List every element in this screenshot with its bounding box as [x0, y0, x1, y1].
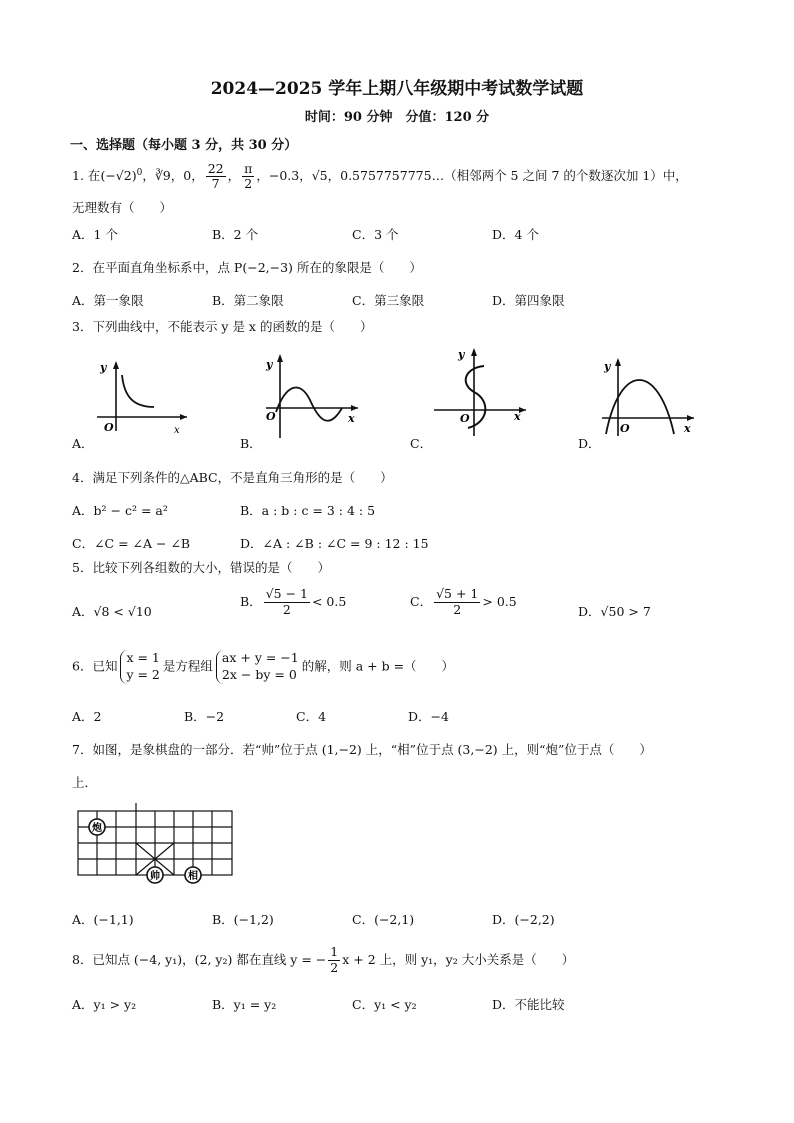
- q8-lead: 8．已知点 (−4, y₁)，(2, y₂) 都在直线 y = −: [72, 951, 327, 967]
- q1-exponent: 0: [136, 168, 143, 178]
- piece-shuai-label: 帅: [150, 871, 160, 882]
- q5-option-c[interactable]: [410, 588, 517, 616]
- q4-option-b[interactable]: B．a : b : c = 3 : 4 : 5: [240, 503, 376, 518]
- q8-option-d[interactable]: D．不能比较: [492, 997, 565, 1012]
- section-heading: 一、选择题（每小题 3 分，共 30 分）: [70, 138, 298, 153]
- graph-b-x-arrow-icon: [351, 405, 358, 411]
- q7-option-d[interactable]: D．(−2,2): [492, 912, 555, 927]
- q1-comma: ，: [227, 168, 241, 184]
- q1-part3: ，−0.3，√5，0.5757757775…（相邻两个 5 之间 7 的个数逐次加 1）中，: [256, 168, 688, 184]
- q5-option-d[interactable]: D．√50 > 7: [578, 604, 651, 619]
- q7-option-c[interactable]: C．(−2,1): [352, 912, 415, 927]
- q6-option-d[interactable]: D．−4: [408, 709, 449, 724]
- graph-d: [598, 352, 698, 440]
- q5-b-label: B．: [240, 593, 262, 609]
- graph-d-origin: O: [620, 422, 630, 435]
- graph-c: [430, 344, 530, 439]
- q1-fraction-22-7: [206, 160, 226, 192]
- exam-info: 时间：90 分钟 分值：120 分: [304, 110, 490, 125]
- q3-option-d[interactable]: D．: [578, 436, 601, 451]
- graph-d-y-arrow-icon: [615, 358, 621, 366]
- q1-number: 1.: [72, 168, 84, 184]
- graph-b-y-label: y: [266, 358, 273, 371]
- q1-part2: ，∛9，0，: [142, 168, 204, 184]
- graph-c-x-label: x: [514, 410, 521, 423]
- graph-c-y-label: y: [458, 348, 465, 361]
- piece-pao-label: 炮: [92, 823, 102, 834]
- question-7-stem: 7．如图，是象棋盘的一部分．若“帅”位于点 (1,−2) 上，“相”位于点 (3,−2) 上，则“炮”位于点（ ）: [72, 742, 652, 757]
- graph-a: [92, 355, 192, 435]
- q2-option-c[interactable]: C．第三象限: [352, 293, 425, 308]
- q4-option-c[interactable]: C．∠C = ∠A − ∠B: [72, 536, 191, 551]
- q2-option-a[interactable]: A．第一象限: [72, 293, 144, 308]
- q6-equation-system: [216, 650, 299, 684]
- graph-d-y-label: y: [604, 360, 611, 373]
- q6-option-b[interactable]: B．−2: [184, 709, 225, 724]
- q4-option-a[interactable]: A．b² − c² = a²: [72, 503, 168, 518]
- q1-lead: 在: [87, 168, 101, 184]
- q3-option-b[interactable]: B．: [240, 436, 262, 451]
- question-5-stem: 5．比较下列各组数的大小，错误的是（ ）: [72, 560, 330, 575]
- graph-b-y-arrow-icon: [277, 354, 283, 362]
- q6-option-c[interactable]: C．4: [296, 709, 327, 724]
- question-8-stem: [72, 946, 574, 974]
- q5-b-num: √5 − 1: [265, 586, 308, 601]
- q6-s1b: y = 2: [126, 666, 160, 682]
- page-title: 2024—2025 学年上期八年级期中考试数学试题: [210, 79, 584, 99]
- q8-fraction: [328, 946, 340, 974]
- graph-a-y-label: y: [100, 361, 107, 374]
- q1-f1-den: 7: [211, 176, 220, 192]
- piece-shuai: [147, 867, 163, 883]
- graph-a-x-label: x: [174, 425, 180, 435]
- q3-option-c[interactable]: C．: [410, 436, 433, 451]
- q1-f2-num: π: [244, 160, 253, 176]
- q8-option-c[interactable]: C．y₁ < y₂: [352, 997, 417, 1012]
- graph-c-origin: O: [460, 412, 470, 425]
- q6-s2a: ax + y = −1: [221, 650, 299, 665]
- q8-option-b[interactable]: B．y₁ = y₂: [212, 997, 277, 1012]
- question-1-line2: 无理数有（ ）: [72, 200, 173, 215]
- graph-b-curve: [276, 388, 342, 421]
- chessboard-figure: [74, 803, 236, 889]
- q1-option-d[interactable]: D．4 个: [492, 227, 539, 242]
- q2-option-d[interactable]: D．第四象限: [492, 293, 565, 308]
- graph-d-curve: [606, 380, 674, 434]
- q8-tail: x + 2 上，则 y₁，y₂ 大小关系是（ ）: [342, 951, 575, 967]
- graph-b-x-label: x: [348, 412, 355, 425]
- q8-option-a[interactable]: A．y₁ > y₂: [72, 997, 137, 1012]
- graph-a-x-arrow-icon: [180, 414, 187, 420]
- q7-option-a[interactable]: A．(−1,1): [72, 912, 134, 927]
- q5-b-den: 2: [282, 601, 291, 617]
- question-3-stem: 3．下列曲线中，不能表示 y 是 x 的函数的是（ ）: [72, 319, 373, 334]
- graph-a-curve: [122, 375, 154, 407]
- question-1-stem: [72, 160, 688, 191]
- q6-s1a: x = 1: [126, 650, 160, 665]
- q1-option-c[interactable]: C．3 个: [352, 227, 399, 242]
- q8-num: 1: [330, 944, 339, 959]
- q1-fraction-pi-2: [242, 160, 254, 192]
- q4-option-d[interactable]: D．∠A : ∠B : ∠C = 9 : 12 : 15: [240, 536, 429, 551]
- chessboard-grid: [78, 803, 232, 875]
- question-7-line2: 上．: [72, 775, 98, 790]
- piece-xiang: [185, 867, 201, 883]
- q7-option-b[interactable]: B．(−1,2): [212, 912, 274, 927]
- graph-a-y-arrow-icon: [113, 361, 119, 369]
- q6-lead: 6．已知: [72, 658, 118, 674]
- q5-b-fraction: [264, 588, 310, 616]
- question-6-stem: [72, 650, 454, 684]
- graph-a-origin: O: [104, 421, 114, 434]
- q5-option-a[interactable]: A．√8 < √10: [72, 604, 152, 619]
- q6-mid: 是方程组: [162, 658, 213, 674]
- q6-s2b: 2x − by = 0: [221, 666, 297, 682]
- q3-option-a[interactable]: A．: [72, 436, 94, 451]
- q1-option-a[interactable]: A．1 个: [72, 227, 118, 242]
- graph-b: [258, 350, 363, 440]
- q1-option-b[interactable]: B．2 个: [212, 227, 259, 242]
- q5-c-den: 2: [453, 601, 462, 617]
- graph-c-y-arrow-icon: [471, 348, 477, 356]
- q6-option-a[interactable]: A．2: [72, 709, 102, 724]
- q5-c-fraction: [434, 588, 480, 616]
- q1-f2-den: 2: [244, 176, 253, 192]
- graph-b-origin: O: [266, 410, 276, 423]
- question-2-stem: 2．在平面直角坐标系中，点 P(−2,−3) 所在的象限是（ ）: [72, 260, 422, 275]
- q5-c-tail: > 0.5: [482, 593, 517, 609]
- q6-solution-system: [120, 650, 159, 684]
- q5-b-tail: < 0.5: [311, 593, 347, 609]
- q5-c-label: C．: [410, 593, 433, 609]
- q5-c-num: √5 + 1: [436, 586, 479, 601]
- graph-d-x-label: x: [684, 422, 691, 435]
- q1-part1: (−√2): [100, 168, 137, 184]
- q5-option-b[interactable]: [240, 588, 346, 616]
- q2-option-b[interactable]: B．第二象限: [212, 293, 284, 308]
- piece-pao: [89, 819, 105, 835]
- piece-xiang-label: 相: [188, 871, 198, 882]
- question-4-stem: 4．满足下列条件的△ABC，不是直角三角形的是（ ）: [72, 470, 393, 485]
- graph-d-x-arrow-icon: [687, 415, 694, 421]
- q1-f1-num: 22: [207, 160, 224, 176]
- q8-den: 2: [330, 959, 339, 975]
- q6-tail: 的解，则 a + b =（ ）: [301, 658, 455, 674]
